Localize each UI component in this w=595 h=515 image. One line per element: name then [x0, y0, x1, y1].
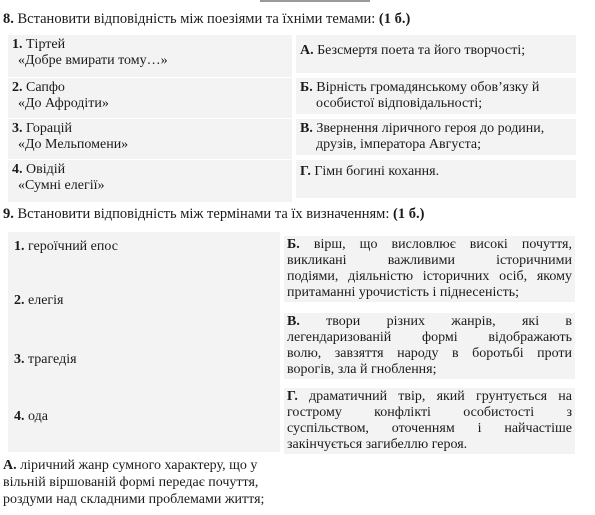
definition-line: ворогів, зла й гноблення; [287, 362, 437, 377]
author-name: Тіртей [26, 37, 66, 52]
option-letter: Г. [300, 164, 311, 179]
question-points: (1 б.) [393, 206, 425, 222]
poem-title: «Добре вмирати тому…» [18, 53, 168, 68]
q9-definition-v [284, 313, 575, 379]
q9-term-1 [14, 239, 118, 255]
q9-term-4 [14, 409, 48, 425]
option-text: особистої відповідальності; [316, 96, 483, 111]
q9-definition-h [284, 388, 575, 454]
author-name: Сапфо [26, 80, 65, 95]
poem-title: «Сумні елегії» [18, 178, 105, 193]
definition-line: вільній віршованій формі передає почуття, [3, 475, 259, 490]
term-text: героїчний епос [28, 239, 118, 254]
option-text: друзів, імператора Августа; [316, 137, 481, 152]
option-letter: Г. [287, 389, 298, 404]
q8-right-option-b [296, 78, 576, 114]
author-name: Овідій [26, 162, 66, 177]
definition-line: ліричний жанр сумного характеру, що у [20, 458, 258, 473]
definition-line: подіями, діяльністю історичних осіб, якому [287, 269, 572, 284]
page-top-rule [260, 0, 370, 2]
term-text: ода [28, 409, 48, 424]
option-letter: А. [3, 458, 17, 473]
definition-line: викликані важливими історичними [287, 253, 572, 268]
term-text: трагедія [28, 352, 77, 367]
option-letter: А. [300, 43, 314, 58]
option-letter: Б. [300, 80, 313, 95]
definition-line: суспільством, оточенням і найчастіше [287, 421, 572, 436]
definition-line: гострому конфлікті особистості з [287, 405, 572, 420]
question-text: Встановити відповідність між термінами та їх визначенням: [17, 206, 390, 222]
q9-definition-a [3, 457, 288, 508]
definition-line: роздуми над складними проблемами життя; [3, 492, 265, 507]
option-text: Вірність громадянському обов’язку й [316, 80, 540, 95]
item-number: 1. [12, 37, 23, 52]
option-letter: Б. [287, 237, 300, 252]
definition-line: легендаризованій формі відображають [287, 330, 572, 345]
option-text: Звернення ліричного героя до родини, [316, 121, 545, 136]
term-text: елегія [28, 293, 64, 308]
q8-left-item-2 [8, 78, 292, 118]
definition-line: притаманні урочистість і піднесеність; [287, 285, 519, 300]
item-number: 2. [12, 80, 23, 95]
item-number: 1. [14, 239, 25, 254]
poem-title: «До Афродіти» [18, 96, 109, 111]
option-letter: В. [287, 314, 300, 329]
q9-term-2 [14, 293, 64, 309]
q8-left-item-1 [8, 35, 292, 77]
poem-title: «До Мельпомени» [18, 137, 129, 152]
item-number: 3. [12, 121, 23, 136]
option-text: Гімн богині кохання. [314, 164, 440, 179]
q9-term-3 [14, 352, 77, 368]
question-text: Встановити відповідність між поезіями та їхніми темами: [17, 11, 376, 27]
definition-line: волю, завзяття народу в боротьбі проти [287, 346, 572, 361]
q8-right-option-v [296, 119, 576, 155]
q8-right-option-a [296, 35, 576, 73]
item-number: 4. [14, 409, 25, 424]
question-number: 8. [3, 11, 14, 27]
definition-line: закінчується загибеллю героя. [287, 437, 468, 452]
item-number: 2. [14, 293, 25, 308]
q8-right-option-h [296, 160, 576, 198]
author-name: Горацій [26, 121, 72, 136]
item-number: 3. [14, 352, 25, 367]
q9-left-column [8, 232, 280, 452]
definition-line: вірш, що висловлює високі почуття, [313, 237, 572, 252]
option-text: Безсмертя поета та його творчості; [317, 43, 526, 58]
definition-line: твори різних жанрів, які в [326, 314, 573, 329]
question-number: 9. [3, 206, 14, 222]
option-letter: В. [300, 121, 313, 136]
definition-line: драматичний твір, який грунтується на [309, 389, 573, 404]
question-9-heading [3, 206, 424, 223]
question-8-heading [3, 11, 410, 28]
q9-definition-b [284, 236, 575, 302]
item-number: 4. [12, 162, 23, 177]
question-points: (1 б.) [378, 11, 411, 27]
q8-left-item-4 [8, 160, 292, 202]
q8-left-item-3 [8, 119, 292, 159]
